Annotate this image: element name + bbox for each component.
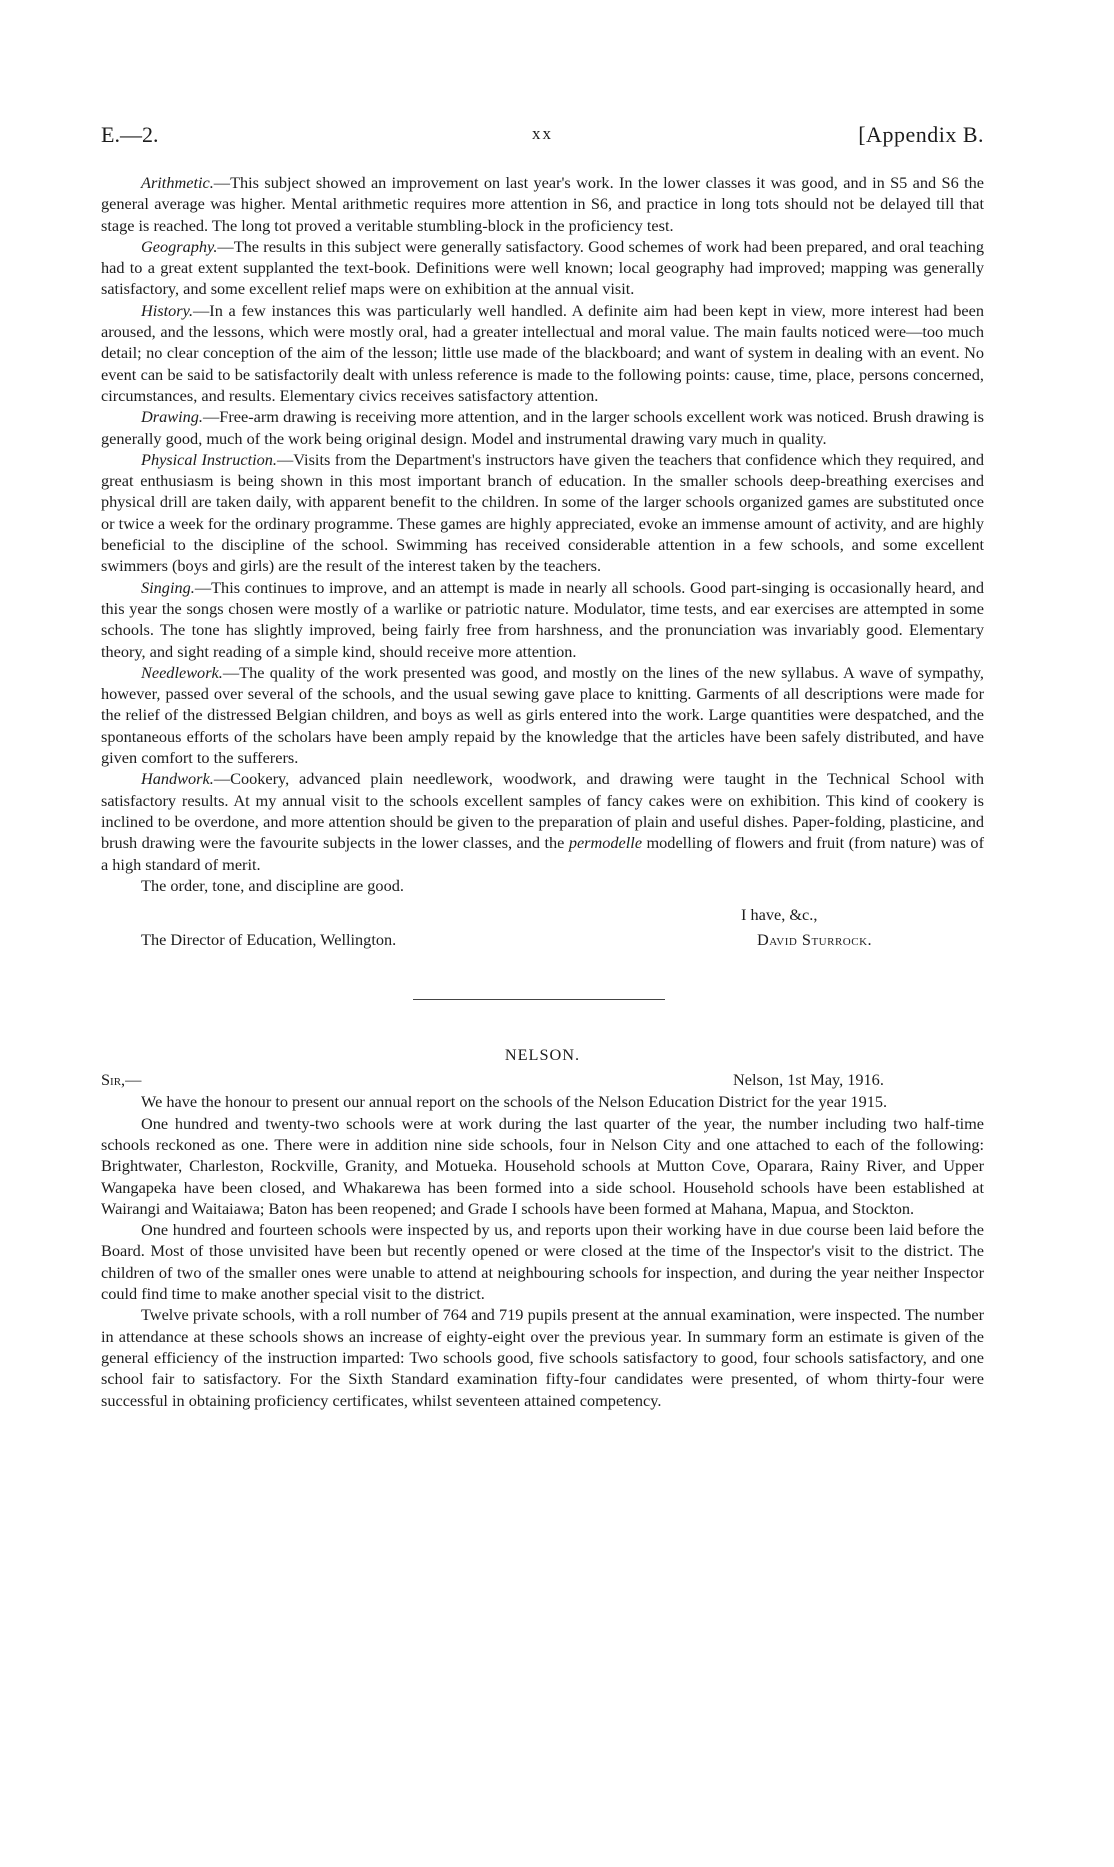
subject-heading: Handwork. <box>141 769 214 789</box>
addressee: The Director of Education, Wellington. <box>141 930 397 950</box>
nelson-paragraph: We have the honour to present our annual report on the schools of the Nelson Education District for the year 1915. <box>141 1092 888 1112</box>
paragraph-arithmetic <box>101 172 984 236</box>
page-header <box>101 122 984 152</box>
paragraph-handwork <box>101 768 984 874</box>
paragraph-text: —The quality of the work presented was good, and mostly on the lines of the new syllabus. A wave of sympathy, however, passed over several of the schools, and the usual sewing gave place to knitting. Garments of all descriptions were made for the relief of the distressed Belgian children, and boys as well as girls entered into the work. Large quantities were despatched, and the spontaneous efforts of the scholars have been amply repaid by the knowledge that the articles have been safely distributed, and have given comfort to the sufferers. <box>101 662 984 768</box>
subject-heading: Arithmetic. <box>141 173 214 192</box>
paragraph-text: —Cookery, advanced plain needlework, woodwork, and drawing were taught in the Technical School with satisfactory results. At my annual visit to the schools excellent samples of fancy cakes were on exhibition. This kind of cookery is inclined to be overdone, and more attention should be given to the preparation of plain and useful dishes. Paper-folding, plasticine, and brush drawing were the favourite subjects in the lower classes, and the <box>101 769 984 853</box>
signature-block <box>101 904 984 954</box>
nelson-paragraph: One hundred and fourteen schools were inspected by us, and reports upon their working have in due course been laid before the Board. Most of those unvisited have been but recently opened or were closed at the time of the Inspector's visit to the district. The children of two of the smaller ones were unable to attend at neighbouring schools for inspection, and during the year neither Inspector could find time to make another special visit to the district. <box>101 1220 984 1304</box>
subject-heading: Needlework. <box>141 662 223 682</box>
paragraph-text: —In a few instances this was particularly well handled. A definite aim had been kept in view, more interest had been aroused, and the lessons, which were mostly oral, had a greater intellectual and moral value. The main faults noticed were—too much detail; no clear conception of the aim of the lesson; little use made of the blackboard; and want of system in dealing with an event. No event can be said to be satisfactorily dealt with unless reference is made to the following points: cause, time, place, persons concerned, circumstances, and results. Elementary civics receives satisfactory attention. <box>101 300 984 405</box>
closing-line: The order, tone, and discipline are good. <box>141 875 404 895</box>
paragraph-geography <box>101 236 984 300</box>
section-divider <box>101 954 984 1044</box>
letter-date: Nelson, 1st May, 1916. <box>733 1070 884 1090</box>
salutation: Sir,— <box>101 1070 142 1090</box>
paragraph-needlework <box>101 662 984 768</box>
sign-off: I have, &c., <box>741 905 818 925</box>
appendix-label: [Appendix B. <box>858 122 984 147</box>
paragraph-history <box>101 300 984 406</box>
document-code: E.—2. <box>101 122 159 147</box>
paragraph-drawing <box>101 406 984 449</box>
subject-heading: History. <box>141 300 194 320</box>
salutation-line <box>101 1069 984 1091</box>
nelson-paragraph: Twelve private schools, with a roll number of 764 and 719 pupils present at the annual examination, were inspected. The number in attendance at these schools shows an increase of eighty-eight over the previous year. In summary form an estimate is given of the general efficiency of the instruction imparted: Two schools good, five schools satisfactory to good, four schools satisfactory, and one school fair to satisfactory. For the Sixth Standard examination fifty-four candidates were presented, of whom thirty-four were successful in obtaining proficiency certificates, whilst seventeen attained competency. <box>101 1305 984 1410</box>
paragraph-text: modelling of flowers and fruit (from nature) was of a high standard of merit. <box>101 833 984 874</box>
subject-heading: Singing. <box>141 577 195 597</box>
paragraph-text: —The results in this subject were generally satisfactory. Good schemes of work had been prepared, and oral teaching had to a great extent supplanted the text-book. Definitions were well known; local geography had improved; mapping was generally satisfactory, and some excellent relief maps were on exhibition at the annual visit. <box>101 236 984 299</box>
signatory-name: David Sturrock. <box>757 930 873 950</box>
divider-rule <box>413 999 665 1000</box>
page-number: xx <box>532 124 553 143</box>
emphasized-term: permodelle <box>568 833 643 853</box>
paragraph-text: —This continues to improve, and an attempt is made in nearly all schools. Good part-singing is occasionally heard, and this year the songs chosen were mostly of a warlike or patriotic nature. Modulator, time tests, and ear exercises are attempted in some schools. The tone has slightly improved, being fairly free from harshness, and the pronunciation was invariably good. Elementary theory, and sight reading of a simple kind, should receive more attention. <box>101 577 984 661</box>
subject-heading: Drawing. <box>141 407 203 427</box>
subject-heading: Geography. <box>141 236 218 256</box>
section-title: NELSON. <box>504 1045 581 1065</box>
nelson-paragraph: One hundred and twenty-two schools were at work during the last quarter of the year, the number including two half-time schools reckoned as one. There were in addition nine side schools, four in Nelson City and one attached to each of the following: Brightwater, Charleston, Rockville, Granity, and Motueka. Household schools at Mutton Cove, Oparara, Rainy River, and Upper Wangapeka have been closed, and Whakarewa has been formed into a side school. Household schools have been established at Wairangi and Waitaiawa; Baton has been reopened; and Grade I schools have been formed at Mahana, Mapua, and Stockton. <box>101 1113 984 1218</box>
paragraph-physical-instruction <box>101 449 984 577</box>
paragraph-text: —Free-arm drawing is receiving more attention, and in the larger schools excellent work was noticed. Brush drawing is generally good, much of the work being original design. Model and instrumental drawing vary much in quality. <box>101 407 984 448</box>
paragraph-text: —This subject showed an improvement on last year's work. In the lower classes it was good, and in S5 and S6 the general average was higher. Mental arithmetic requires more attention in S6, and practice in long tots should not be delayed till that stage is reached. The long tot proved a veritable stumbling-block in the proficiency test. <box>101 173 984 235</box>
subject-heading: Physical Instruction. <box>141 449 277 469</box>
report-body <box>101 172 984 1411</box>
paragraph-singing <box>101 577 984 662</box>
paragraph-text: —Visits from the Department's instructors have given the teachers that confidence which they required, and great enthusiasm is being shown in this most important branch of education. In the smaller schools deep-breathing exercises and physical drill are taken daily, with apparent benefit to the children. In some of the larger schools organized games are substituted once or twice a week for the ordinary programme. These games are highly appreciated, evoke an immense amount of activity, and are highly beneficial to the discipline of the school. Swimming has received considerable attention in a few schools, and some excellent swimmers (boys and girls) are the result of the interest taken by the teachers. <box>101 449 984 576</box>
